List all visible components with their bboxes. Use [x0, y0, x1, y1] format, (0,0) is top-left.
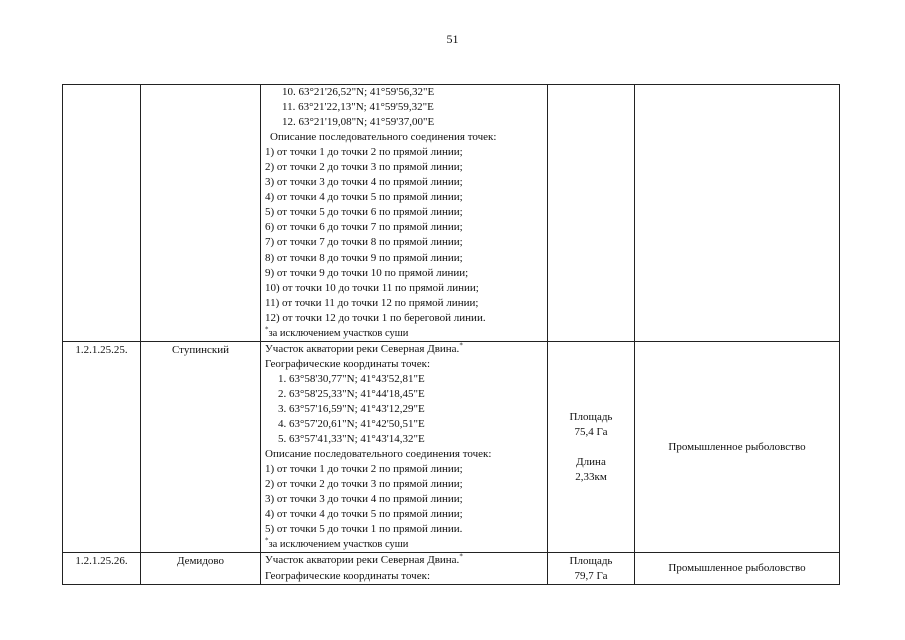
connection-step: 6) от точки 6 до точки 7 по прямой линии; — [265, 221, 463, 234]
row-name: Ступинский — [141, 341, 261, 553]
connection-step: 3) от точки 3 до точки 4 по прямой линии; — [265, 493, 463, 506]
coordinates-title: Географические координаты точек: — [265, 357, 430, 370]
table-row-stupinsky — [63, 341, 840, 553]
connection-step: 3) от точки 3 до точки 4 по прямой линии; — [265, 176, 463, 189]
use-cell-empty — [635, 85, 840, 342]
footnote-mark: * — [459, 552, 463, 561]
description-cell — [261, 553, 548, 585]
coordinate-line: 10. 63°21'26,52"N; 41°59'56,32"E — [282, 86, 435, 98]
coordinate-line: 12. 63°21'19,08"N; 41°59'37,00"E — [282, 116, 435, 129]
code-cell-empty — [63, 85, 141, 342]
name-cell-empty — [141, 85, 261, 342]
footnote-line — [265, 537, 547, 552]
connection-step: 4) от точки 4 до точки 5 по прямой линии; — [265, 191, 463, 204]
footnote-mark: * — [265, 325, 269, 334]
connection-description-title: Описание последовательного соединения точек: — [270, 131, 497, 144]
coordinate-line: 2. 63°58'25,33"N; 41°44'18,45"E — [278, 387, 425, 400]
connection-step: 2) от точки 2 до точки 3 по прямой линии; — [265, 161, 463, 174]
coordinate-line: 1. 63°58'30,77"N; 41°43'52,81"E — [278, 372, 425, 385]
fishing-areas-table — [62, 84, 840, 585]
area-intro — [265, 553, 547, 568]
connection-step: 7) от точки 7 до точки 8 по прямой линии; — [265, 236, 463, 249]
area-intro — [265, 342, 547, 357]
use-cell: Промышленное рыболовство — [635, 341, 840, 553]
connection-step: 11) от точки 11 до точки 12 по прямой линии; — [265, 296, 479, 309]
footnote-text: за исключением участков суши — [268, 539, 409, 551]
table-row-continued — [63, 85, 840, 342]
connection-step: 8) от точки 8 до точки 9 по прямой линии; — [265, 251, 463, 264]
footnote-mark: * — [265, 536, 269, 545]
area-intro-text: Участок акватории реки Северная Двина. — [265, 342, 460, 355]
coordinate-line: 11. 63°21'22,13"N; 41°59'59,32"E — [282, 101, 434, 114]
page-number: 51 — [446, 32, 459, 46]
coordinate-line: 3. 63°57'16,59"N; 41°43'12,29"E — [278, 402, 425, 415]
footnote-mark: * — [459, 341, 463, 350]
length-value: 2,33км — [575, 470, 607, 483]
area-cell — [548, 553, 635, 585]
connection-step: 5) от точки 5 до точки 1 по прямой линии. — [265, 523, 463, 536]
coordinates-title: Географические координаты точек: — [265, 569, 430, 582]
coordinate-line: 5. 63°57'41,33"N; 41°43'14,32"E — [278, 433, 425, 446]
connection-step: 4) от точки 4 до точки 5 по прямой линии; — [265, 508, 463, 521]
length-label: Длина — [576, 455, 606, 468]
connection-step: 10) от точки 10 до точки 11 по прямой линии; — [265, 281, 479, 294]
coordinate-line: 4. 63°57'20,61"N; 41°42'50,51"E — [278, 418, 425, 431]
connection-step: 5) от точки 5 до точки 6 по прямой линии; — [265, 206, 463, 219]
description-cell — [261, 341, 548, 553]
connection-step: 2) от точки 2 до точки 3 по прямой линии; — [265, 478, 463, 491]
row-code: 1.2.1.25.25. — [63, 341, 141, 553]
area-cell-empty — [548, 85, 635, 342]
use-cell: Промышленное рыболовство — [635, 553, 840, 585]
area-label: Площадь — [569, 410, 613, 423]
area-cell — [548, 341, 635, 553]
area-value: 79,7 Га — [574, 569, 608, 582]
row-name: Демидово — [141, 553, 261, 585]
area-spacer — [548, 440, 634, 455]
description-cell — [261, 85, 548, 342]
connection-description-title: Описание последовательного соединения точек: — [265, 448, 492, 461]
connection-step: 1) от точки 1 до точки 2 по прямой линии; — [265, 146, 463, 159]
table-row-demidovo — [63, 553, 840, 585]
area-value: 75,4 Га — [574, 425, 608, 438]
connection-step: 9) от точки 9 до точки 10 по прямой линии; — [265, 266, 469, 279]
area-label: Площадь — [569, 554, 613, 567]
row-code: 1.2.1.25.26. — [63, 553, 141, 585]
connection-step: 1) от точки 1 до точки 2 по прямой линии; — [265, 463, 463, 476]
footnote-text: за исключением участков суши — [268, 327, 409, 339]
connection-step: 12) от точки 12 до точки 1 по береговой линии. — [265, 311, 486, 324]
area-intro-text: Участок акватории реки Северная Двина. — [265, 554, 460, 567]
footnote-line — [265, 326, 547, 341]
